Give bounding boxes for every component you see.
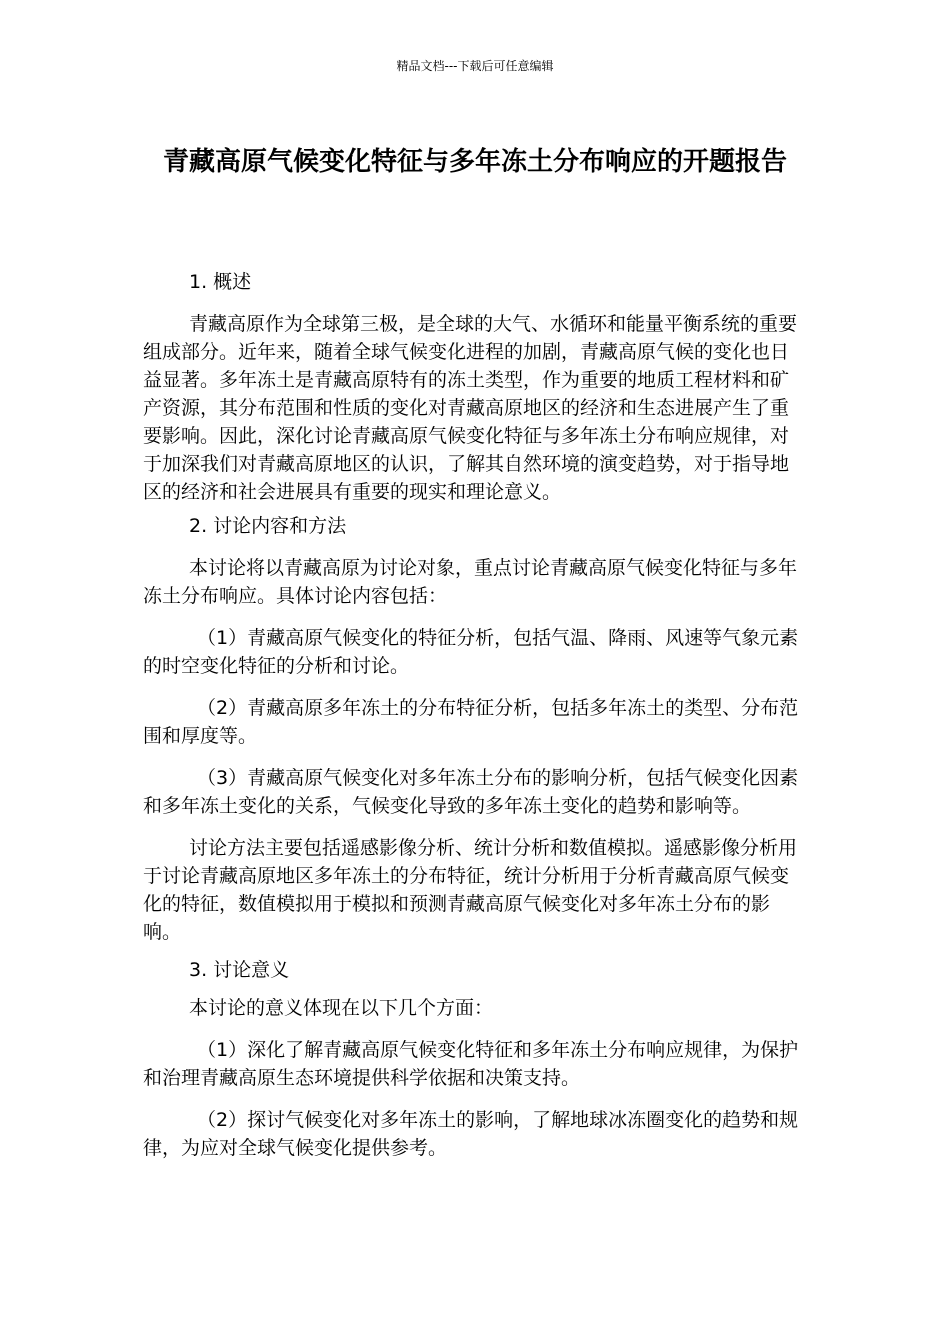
overview-paragraph: 青藏高原作为全球第三极，是全球的大气、水循环和能量平衡系统的重要组成部分。近年来，随着全球气候变化进程的加剧，青藏高原气候的变化也日益显著。多年冻土是青藏高原特有的冻土类型，作为重要的地质工程材料和矿产资源，其分布范围和性质的变化对青藏高原地区的经济和生态进展产生了重要影响。因此，深化讨论青藏高原气候变化特征与多年冻土分布响应规律，对于加深我们对青藏高原地区的认识，了解其自然环境的演变趋势，对于指导地区的经济和社会进展具有重要的现实和理论意义。 (143, 313, 798, 503)
significance-item-1: （1）深化了解青藏高原气候变化特征和多年冻土分布响应规律，为保护和治理青藏高原生态环境提供科学依据和决策支持。 (143, 1039, 799, 1089)
methods-item-3: （3）青藏高原气候变化对多年冻土分布的影响分析，包括气候变化因素和多年冻土变化的关系，气候变化导致的多年冻土变化的趋势和影响等。 (143, 767, 799, 817)
section-heading-overview: 1. 概述 (189, 271, 252, 293)
significance-intro-paragraph: 本讨论的意义体现在以下几个方面： (189, 997, 494, 1019)
section-heading-methods: 2. 讨论内容和方法 (189, 515, 347, 537)
methods-approach-paragraph: 讨论方法主要包括遥感影像分析、统计分析和数值模拟。遥感影像分析用于讨论青藏高原地区多年冻土的分布特征，统计分析用于分析青藏高原气候变化的特征，数值模拟用于模拟和预测青藏高原气候变化对多年冻土分布的影响。 (143, 837, 798, 943)
methods-item-1: （1）青藏高原气候变化的特征分析，包括气温、降雨、风速等气象元素的时空变化特征的分析和讨论。 (143, 627, 799, 677)
document-title: 青藏高原气候变化特征与多年冻土分布响应的开题报告 (162, 147, 787, 177)
section-heading-significance: 3. 讨论意义 (189, 959, 290, 981)
methods-item-2: （2）青藏高原多年冻土的分布特征分析，包括多年冻土的类型、分布范围和厚度等。 (143, 697, 799, 747)
methods-intro-paragraph: 本讨论将以青藏高原为讨论对象，重点讨论青藏高原气候变化特征与多年冻土分布响应。具体讨论内容包括： (143, 557, 798, 607)
significance-item-2: （2）探讨气候变化对多年冻土的影响，了解地球冰冻圈变化的趋势和规律，为应对全球气候变化提供参考。 (143, 1109, 799, 1159)
document-body (143, 268, 807, 1162)
page-header: 精品文档---下载后可任意编辑 (396, 59, 554, 73)
